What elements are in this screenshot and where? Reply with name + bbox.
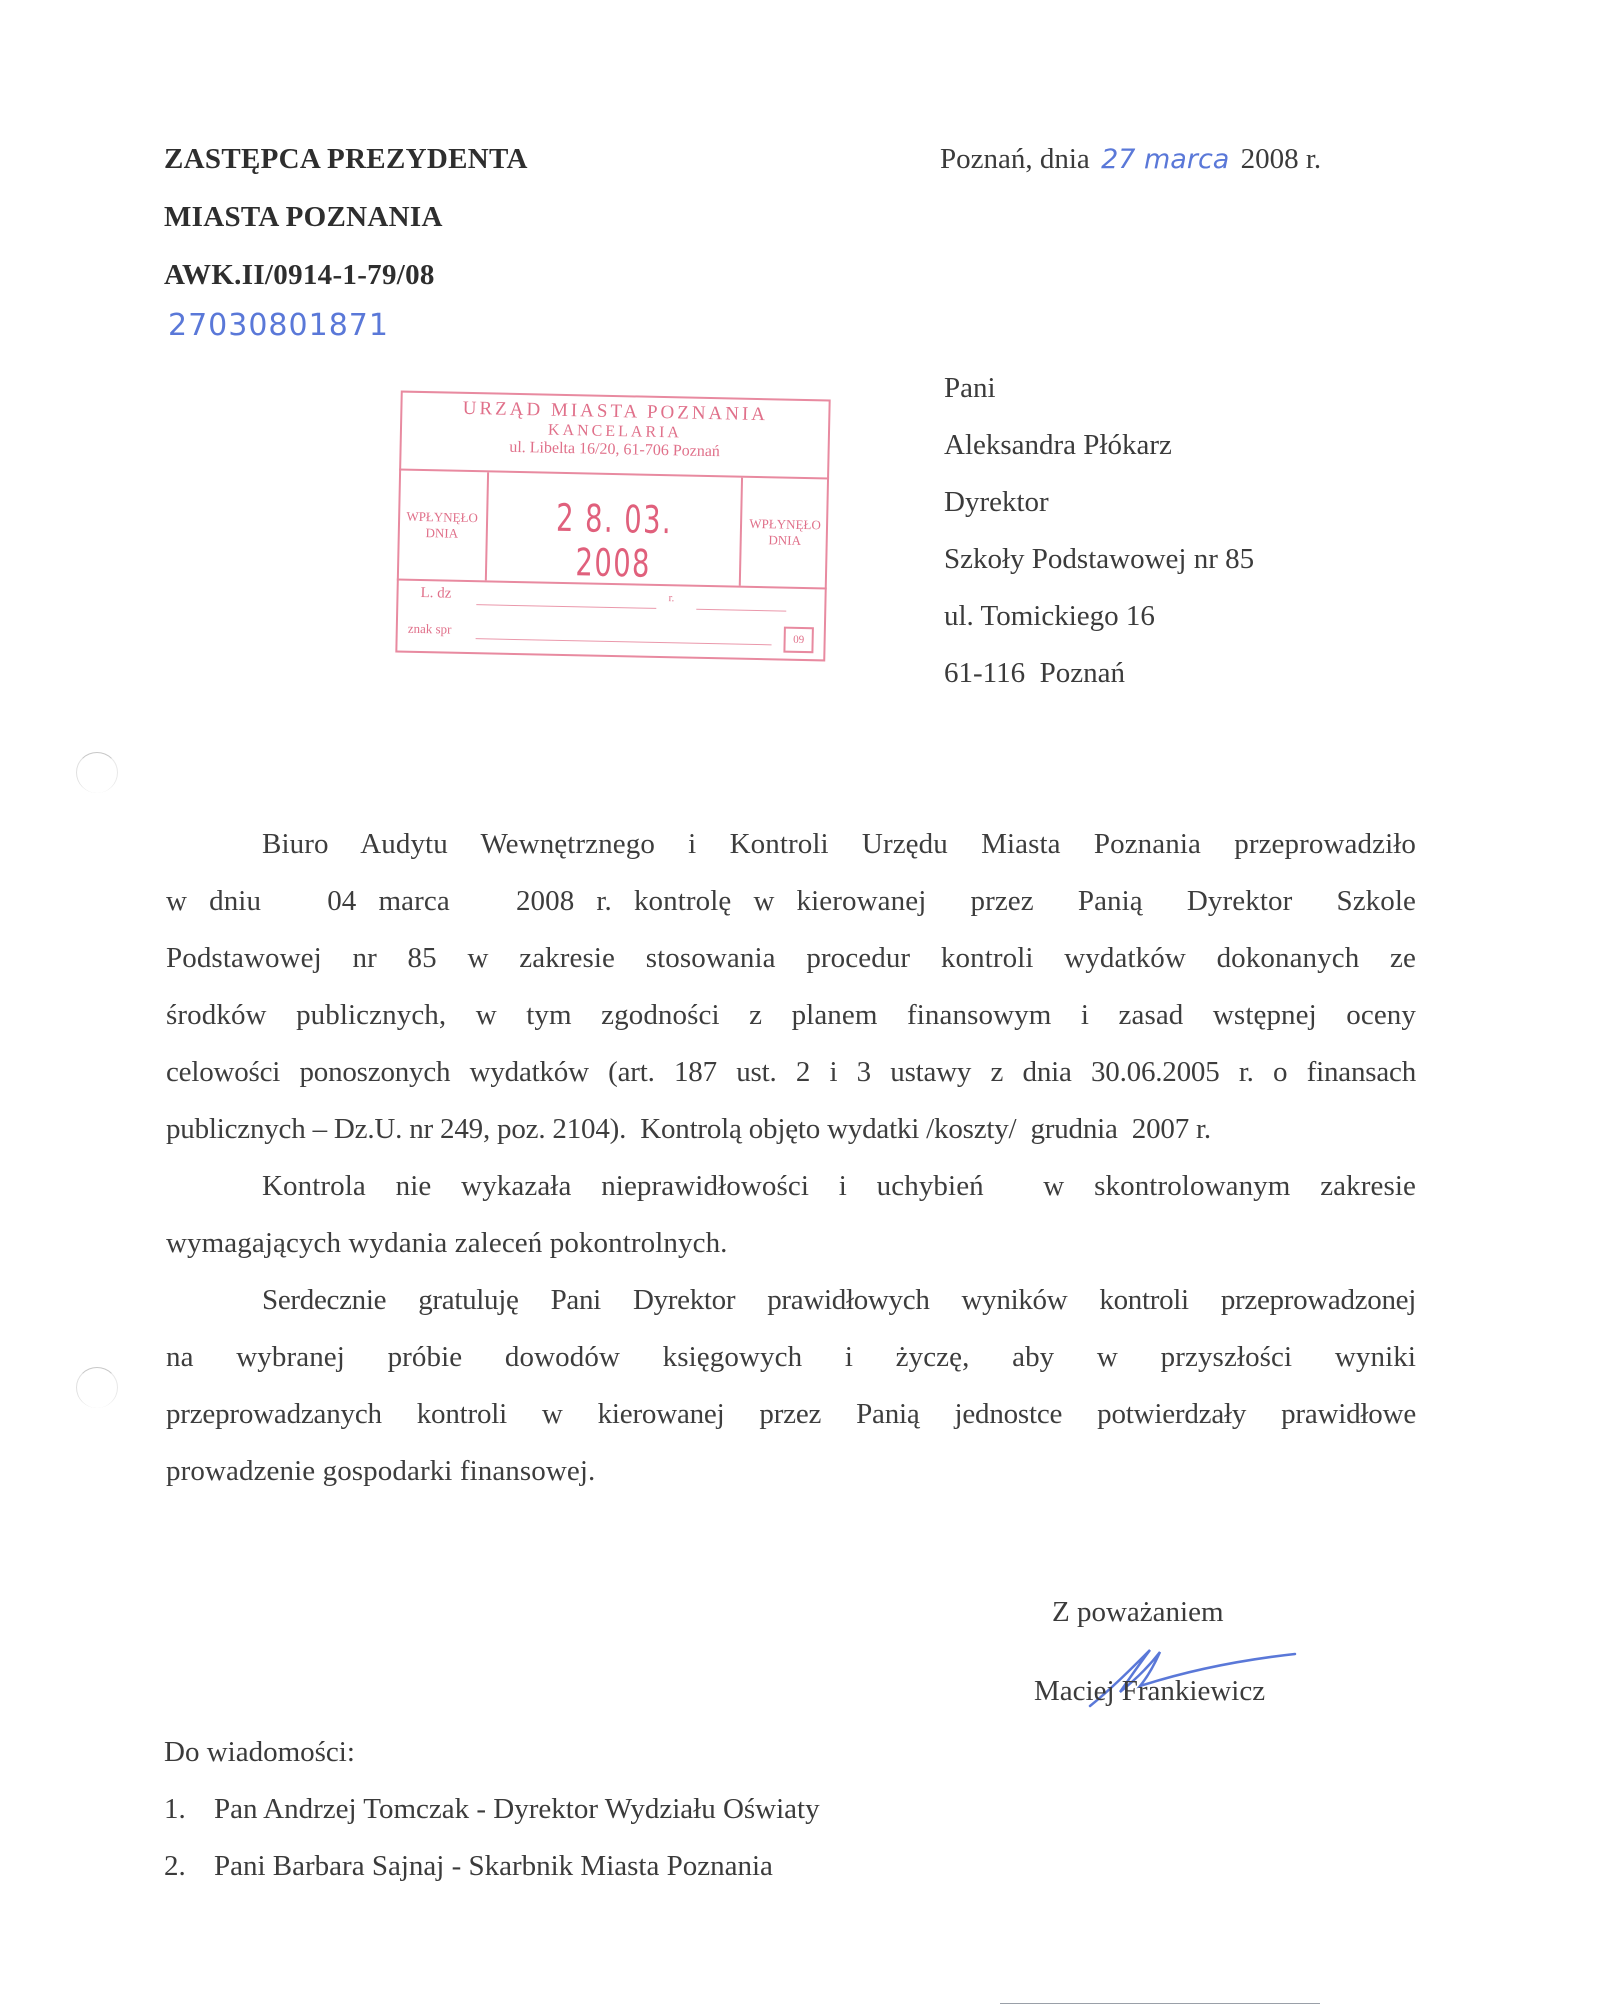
stamp-day-text: DNIA bbox=[425, 525, 459, 541]
body-line: na wybranej próbie dowodów księgowych i życzę, aby w przyszłości wyniki bbox=[166, 1341, 1416, 1373]
punch-hole-mark bbox=[76, 1367, 118, 1408]
stamp-ldz-line-2 bbox=[696, 609, 786, 612]
reference-number: AWK.II/0914-1-79/08 bbox=[164, 259, 435, 291]
stamp-department: KANCELARIA bbox=[547, 421, 683, 442]
cc-item bbox=[164, 1793, 820, 1826]
dateline-prefix: Poznań, dnia bbox=[940, 143, 1090, 175]
body-line: wymagających wydania zaleceń pokontrolnych. bbox=[166, 1227, 728, 1259]
recipient-salutation: Pani bbox=[944, 372, 996, 404]
stamp-case-line bbox=[476, 638, 772, 645]
sender-title-line2: MIASTA POZNANIA bbox=[164, 201, 443, 233]
body-line: Kontrola nie wykazała nieprawidłowości i uchybień w skontrolowanym zakresie bbox=[262, 1170, 1416, 1202]
recipient-title: Dyrektor bbox=[944, 486, 1049, 518]
stamp-date: 2 8. 03. 2008 bbox=[555, 495, 673, 586]
stamp-header bbox=[399, 391, 831, 480]
stamp-ldz-mid: r. bbox=[668, 592, 675, 605]
dateline-year: 2008 r. bbox=[1240, 143, 1322, 175]
stamp-date-row bbox=[397, 471, 829, 590]
body-line: przeprowadzanych kontroli w kierowanej przez Panią jednostce potwierdzały prawidłowe bbox=[166, 1398, 1416, 1430]
body-line: prowadzenie gospodarki finansowej. bbox=[166, 1455, 596, 1487]
recipient-institution: Szkoły Podstawowej nr 85 bbox=[944, 543, 1255, 575]
sender-title-line1: ZASTĘPCA PREZYDENTA bbox=[164, 143, 528, 175]
cc-item-number: 2. bbox=[164, 1850, 186, 1882]
stamp-day-text: DNIA bbox=[768, 532, 802, 548]
dateline bbox=[940, 143, 1321, 176]
recipient-street: ul. Tomickiego 16 bbox=[944, 600, 1155, 632]
scan-edge-line bbox=[1000, 2003, 1320, 2004]
body-line: Podstawowej nr 85 w zakresie stosowania procedur kontroli wydatków dokonanych ze bbox=[166, 942, 1416, 974]
cc-item bbox=[164, 1850, 773, 1883]
stamp-received-text: WPŁYNĘŁO bbox=[406, 508, 479, 526]
stamp-ldz-line bbox=[476, 604, 656, 609]
handwritten-registry-number: 27030801871 bbox=[168, 308, 389, 343]
body-line: celowości ponoszonych wydatków (art. 187 ust. 2 i 3 ustawy z dnia 30.06.2005 r. o finansach bbox=[166, 1056, 1416, 1088]
body-line: Serdecznie gratuluję Pani Dyrektor prawidłowych wyników kontroli przeprowadzonej bbox=[262, 1284, 1416, 1316]
signatory-name: Maciej Frankiewicz bbox=[1034, 1675, 1266, 1707]
cc-item-text: Pani Barbara Sajnaj - Skarbnik Miasta Poznania bbox=[214, 1850, 773, 1882]
closing-salutation: Z poważaniem bbox=[1052, 1596, 1224, 1628]
stamp-case-label: znak spr bbox=[407, 620, 452, 637]
stamp-footer bbox=[405, 583, 816, 656]
cc-title: Do wiadomości: bbox=[164, 1736, 355, 1768]
body-line: środków publicznych, w tym zgodności z planem finansowym i zasad wstępnej oceny bbox=[166, 999, 1416, 1031]
stamp-received-label-right bbox=[739, 478, 829, 588]
body-line: w dniu 04 marca 2008 r. kontrolę w kierowanej przez Panią Dyrektor Szkole bbox=[166, 885, 1416, 917]
punch-hole-mark bbox=[76, 752, 118, 793]
registry-stamp bbox=[395, 391, 830, 662]
stamp-ldz-label: L. dz bbox=[420, 584, 452, 602]
stamp-received-text: WPŁYNĘŁO bbox=[749, 515, 821, 533]
recipient-city: 61-116 Poznań bbox=[944, 657, 1125, 689]
stamp-office-name: URZĄD MIASTA POZNANIA bbox=[462, 397, 769, 426]
stamp-received-label-left bbox=[397, 471, 489, 581]
stamp-box-number: 09 bbox=[783, 627, 814, 654]
body-line: publicznych – Dz.U. nr 249, poz. 2104). Kontrolą objęto wydatki /koszty/ grudnia 2007 r. bbox=[166, 1113, 1211, 1145]
body-line: Biuro Audytu Wewnętrznego i Kontroli Urzędu Miasta Poznania przeprowadziło bbox=[262, 828, 1416, 860]
cc-item-number: 1. bbox=[164, 1793, 186, 1825]
handwritten-date: 27 marca bbox=[1101, 144, 1230, 175]
recipient-name: Aleksandra Płókarz bbox=[944, 429, 1172, 461]
cc-item-text: Pan Andrzej Tomczak - Dyrektor Wydziału Oświaty bbox=[214, 1793, 820, 1825]
stamp-address: ul. Libelta 16/20, 61-706 Poznań bbox=[509, 438, 721, 461]
